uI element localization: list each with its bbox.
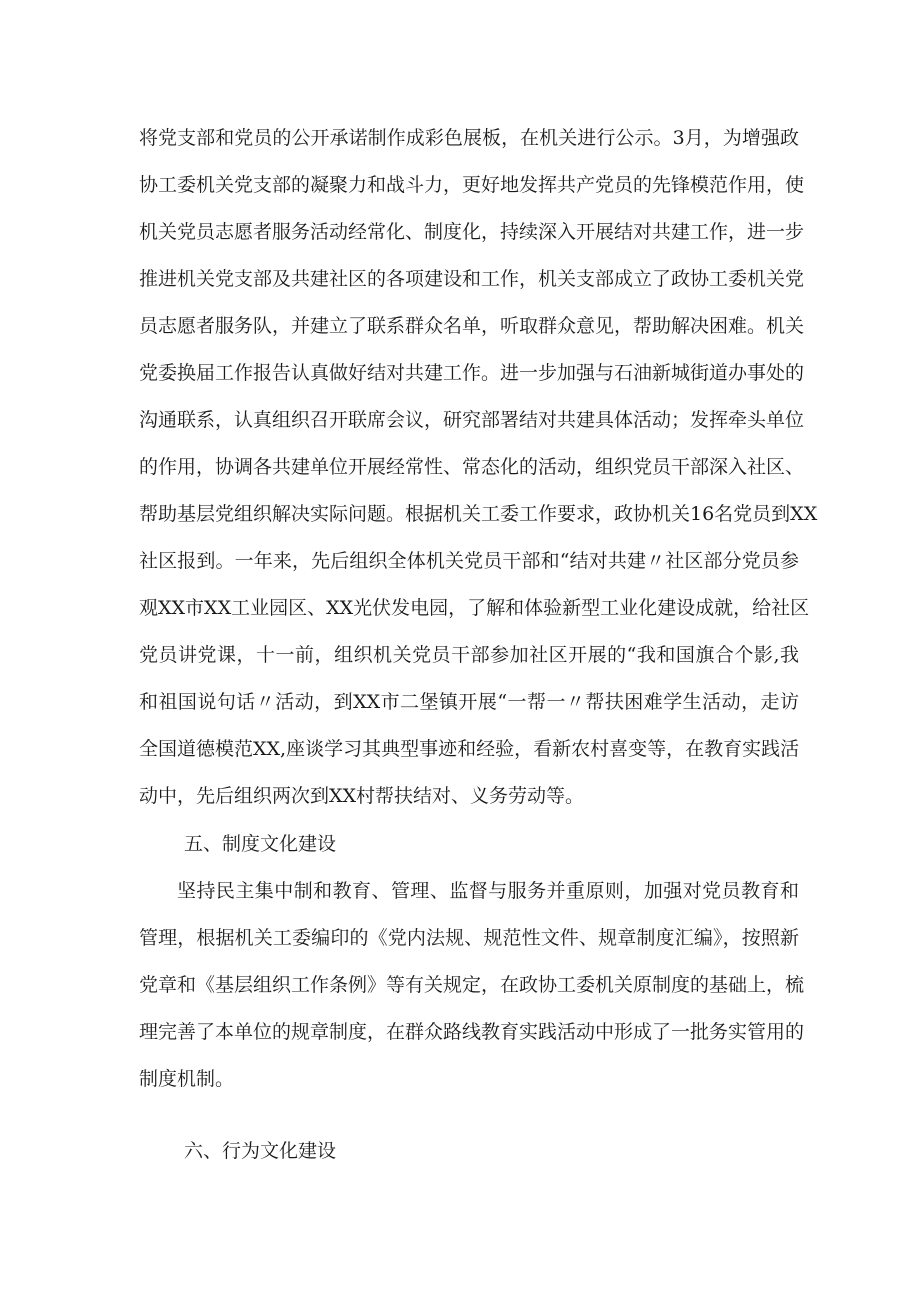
text-line: 将党支部和党员的公开承诺制作成彩色展板，在机关进行公示。3月，为增强政 [139,127,799,149]
text-line: 管理，根据机关工委编印的《党内法规、规范性文件、规章制度汇编》，按照新 [139,927,799,949]
text-line: 全国道德模范XX,座谈学习其典型事迹和经验，看新农村喜变等，在教育实践活 [139,738,800,760]
text-line: 推进机关党支部及共建社区的各项建设和工作，机关支部成立了政协工委机关党 [139,268,805,290]
text-line: 社区报到。一年来，先后组织全体机关党员干部和“结对共建〃社区部分党员参 [139,550,799,572]
text-line: 和祖国说句话〃活动，到XX市二堡镇开展“一帮一〃帮扶困难学生活动，走访 [139,691,799,713]
text-line: 的作用，协调各共建单位开展经常性、常态化的活动，组织党员干部深入社区、 [139,456,805,478]
text-line: 机关党员志愿者服务活动经常化、制度化，持续深入开展结对共建工作，进一步 [139,221,805,243]
text-line: 沟通联系，认真组织召开联席会议，研究部署结对共建具体活动；发挥牵头单位 [139,409,805,431]
text-line: 党员讲党课，十一前，组织机关党员干部参加社区开展的“我和国旗合个影,我 [139,644,799,666]
text-line: 理完善了本单位的规章制度，在群众路线教育实践活动中形成了一批务实管用的 [139,1021,805,1043]
text-line: 员志愿者服务队，并建立了联系群众名单，听取群众意见，帮助解决困难。机关 [139,315,805,337]
section-heading-5: 五、制度文化建设 [184,833,337,855]
text-line: 协工委机关党支部的凝聚力和战斗力，更好地发挥共产党员的先锋模范作用，使 [139,174,805,196]
text-line: 党章和《基层组织工作条例》等有关规定，在政协工委机关原制度的基础上，梳 [139,974,805,996]
text-line: 制度机制。 [139,1068,235,1090]
text-line: 动中，先后组织两次到XX村帮扶结对、义务劳动等。 [139,785,585,807]
section-heading-6: 六、行为文化建设 [184,1140,337,1162]
text-line: 帮助基层党组织解决实际问题。根据机关工委工作要求，政协机关16名党员到XX [139,503,818,525]
text-line: 观XX市XX工业园区、XX光伏发电园，了解和体验新型工业化建设成就，给社区 [139,597,810,619]
text-line: 坚持民主集中制和教育、管理、监督与服务并重原则，加强对党员教育和 [177,880,799,902]
text-line: 党委换届工作报告认真做好结对共建工作。进一步加强与石油新城街道办事处的 [139,362,805,384]
